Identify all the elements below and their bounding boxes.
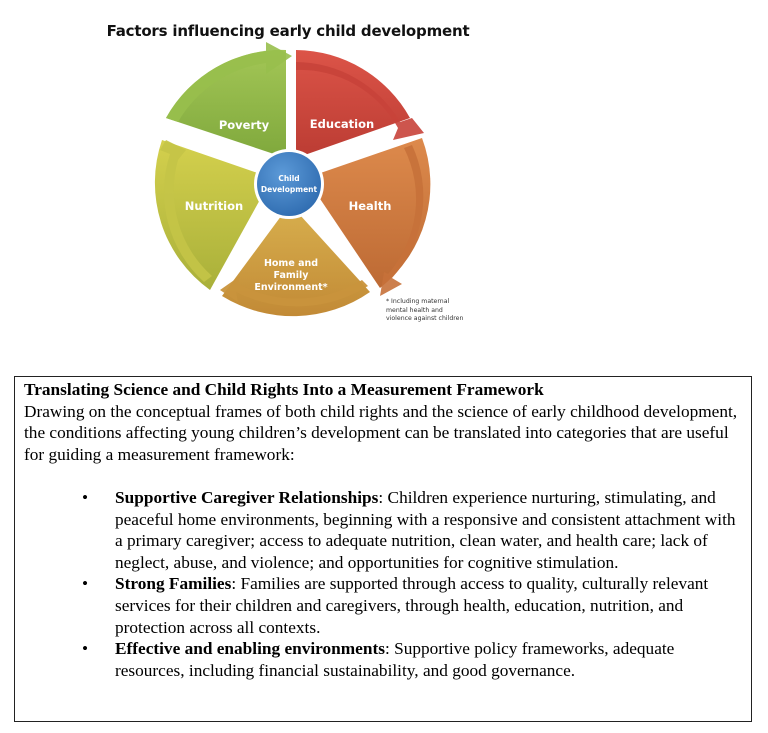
bullet-text: Supportive policy frameworks, adequate resources, including financial sustainability, and good governance. xyxy=(115,639,675,680)
factors-wheel-diagram xyxy=(0,0,576,340)
footnote-line: mental health and xyxy=(386,306,443,314)
diagram-footnote xyxy=(386,298,496,324)
bullet-text: Children experience nurturing, stimulating, and peaceful home environments, beginning with a responsive and consistent attachment with a primary caregiver; access to adequate nutrition, clean water, and health care; lack of neglect, abuse, and violence; and opportunities for cognitive stimulation. xyxy=(115,487,736,572)
diagram-title: Factors influencing early child development xyxy=(106,22,470,40)
label-home-line1: Home and xyxy=(263,258,319,269)
bullet-enabling-environments xyxy=(24,638,751,681)
footnote-line: violence against children xyxy=(386,315,464,322)
label-home-line3: Environment* xyxy=(254,282,328,293)
framework-title: Translating Science and Child Rights Into a Measurement Framework xyxy=(24,380,544,399)
bullet-sep: : xyxy=(378,487,384,507)
label-poverty: Poverty xyxy=(218,118,270,132)
bullet-icon: • xyxy=(82,574,89,594)
bullet-sep: : xyxy=(384,639,390,659)
framework-bullet-list xyxy=(24,487,751,681)
bullet-strong-families xyxy=(24,573,751,638)
label-health: Health xyxy=(348,199,392,213)
bullet-term: Effective and enabling environments xyxy=(115,639,385,659)
bullet-term: Strong Families xyxy=(115,574,232,594)
segment-poverty xyxy=(166,42,292,158)
bullet-icon: • xyxy=(82,487,89,507)
bullet-icon: • xyxy=(82,639,89,659)
segment-education xyxy=(296,50,424,158)
label-home-line2: Family xyxy=(273,270,309,281)
center-label-line1: Child xyxy=(278,174,300,183)
measurement-framework-box xyxy=(14,376,752,722)
bullet-term: Supportive Caregiver Relationships xyxy=(115,487,379,507)
bullet-sep: : xyxy=(231,574,237,594)
center-hub xyxy=(254,149,324,219)
label-nutrition: Nutrition xyxy=(184,199,244,213)
bullet-supportive-caregiver xyxy=(24,487,751,573)
bullet-text: Families are supported through access to quality, culturally relevant services for their children and caregivers, through health, education, nutrition, and protection across all contexts. xyxy=(115,574,709,637)
label-education: Education xyxy=(309,117,375,131)
center-label-line2: Development xyxy=(260,185,318,194)
framework-intro: Drawing on the conceptual frames of both child rights and the science of early childhood development, the conditions affecting young children’s development can be translated into categories that are useful for guiding a measurement framework: xyxy=(24,401,738,464)
footnote-line: * Including maternal xyxy=(386,298,450,305)
